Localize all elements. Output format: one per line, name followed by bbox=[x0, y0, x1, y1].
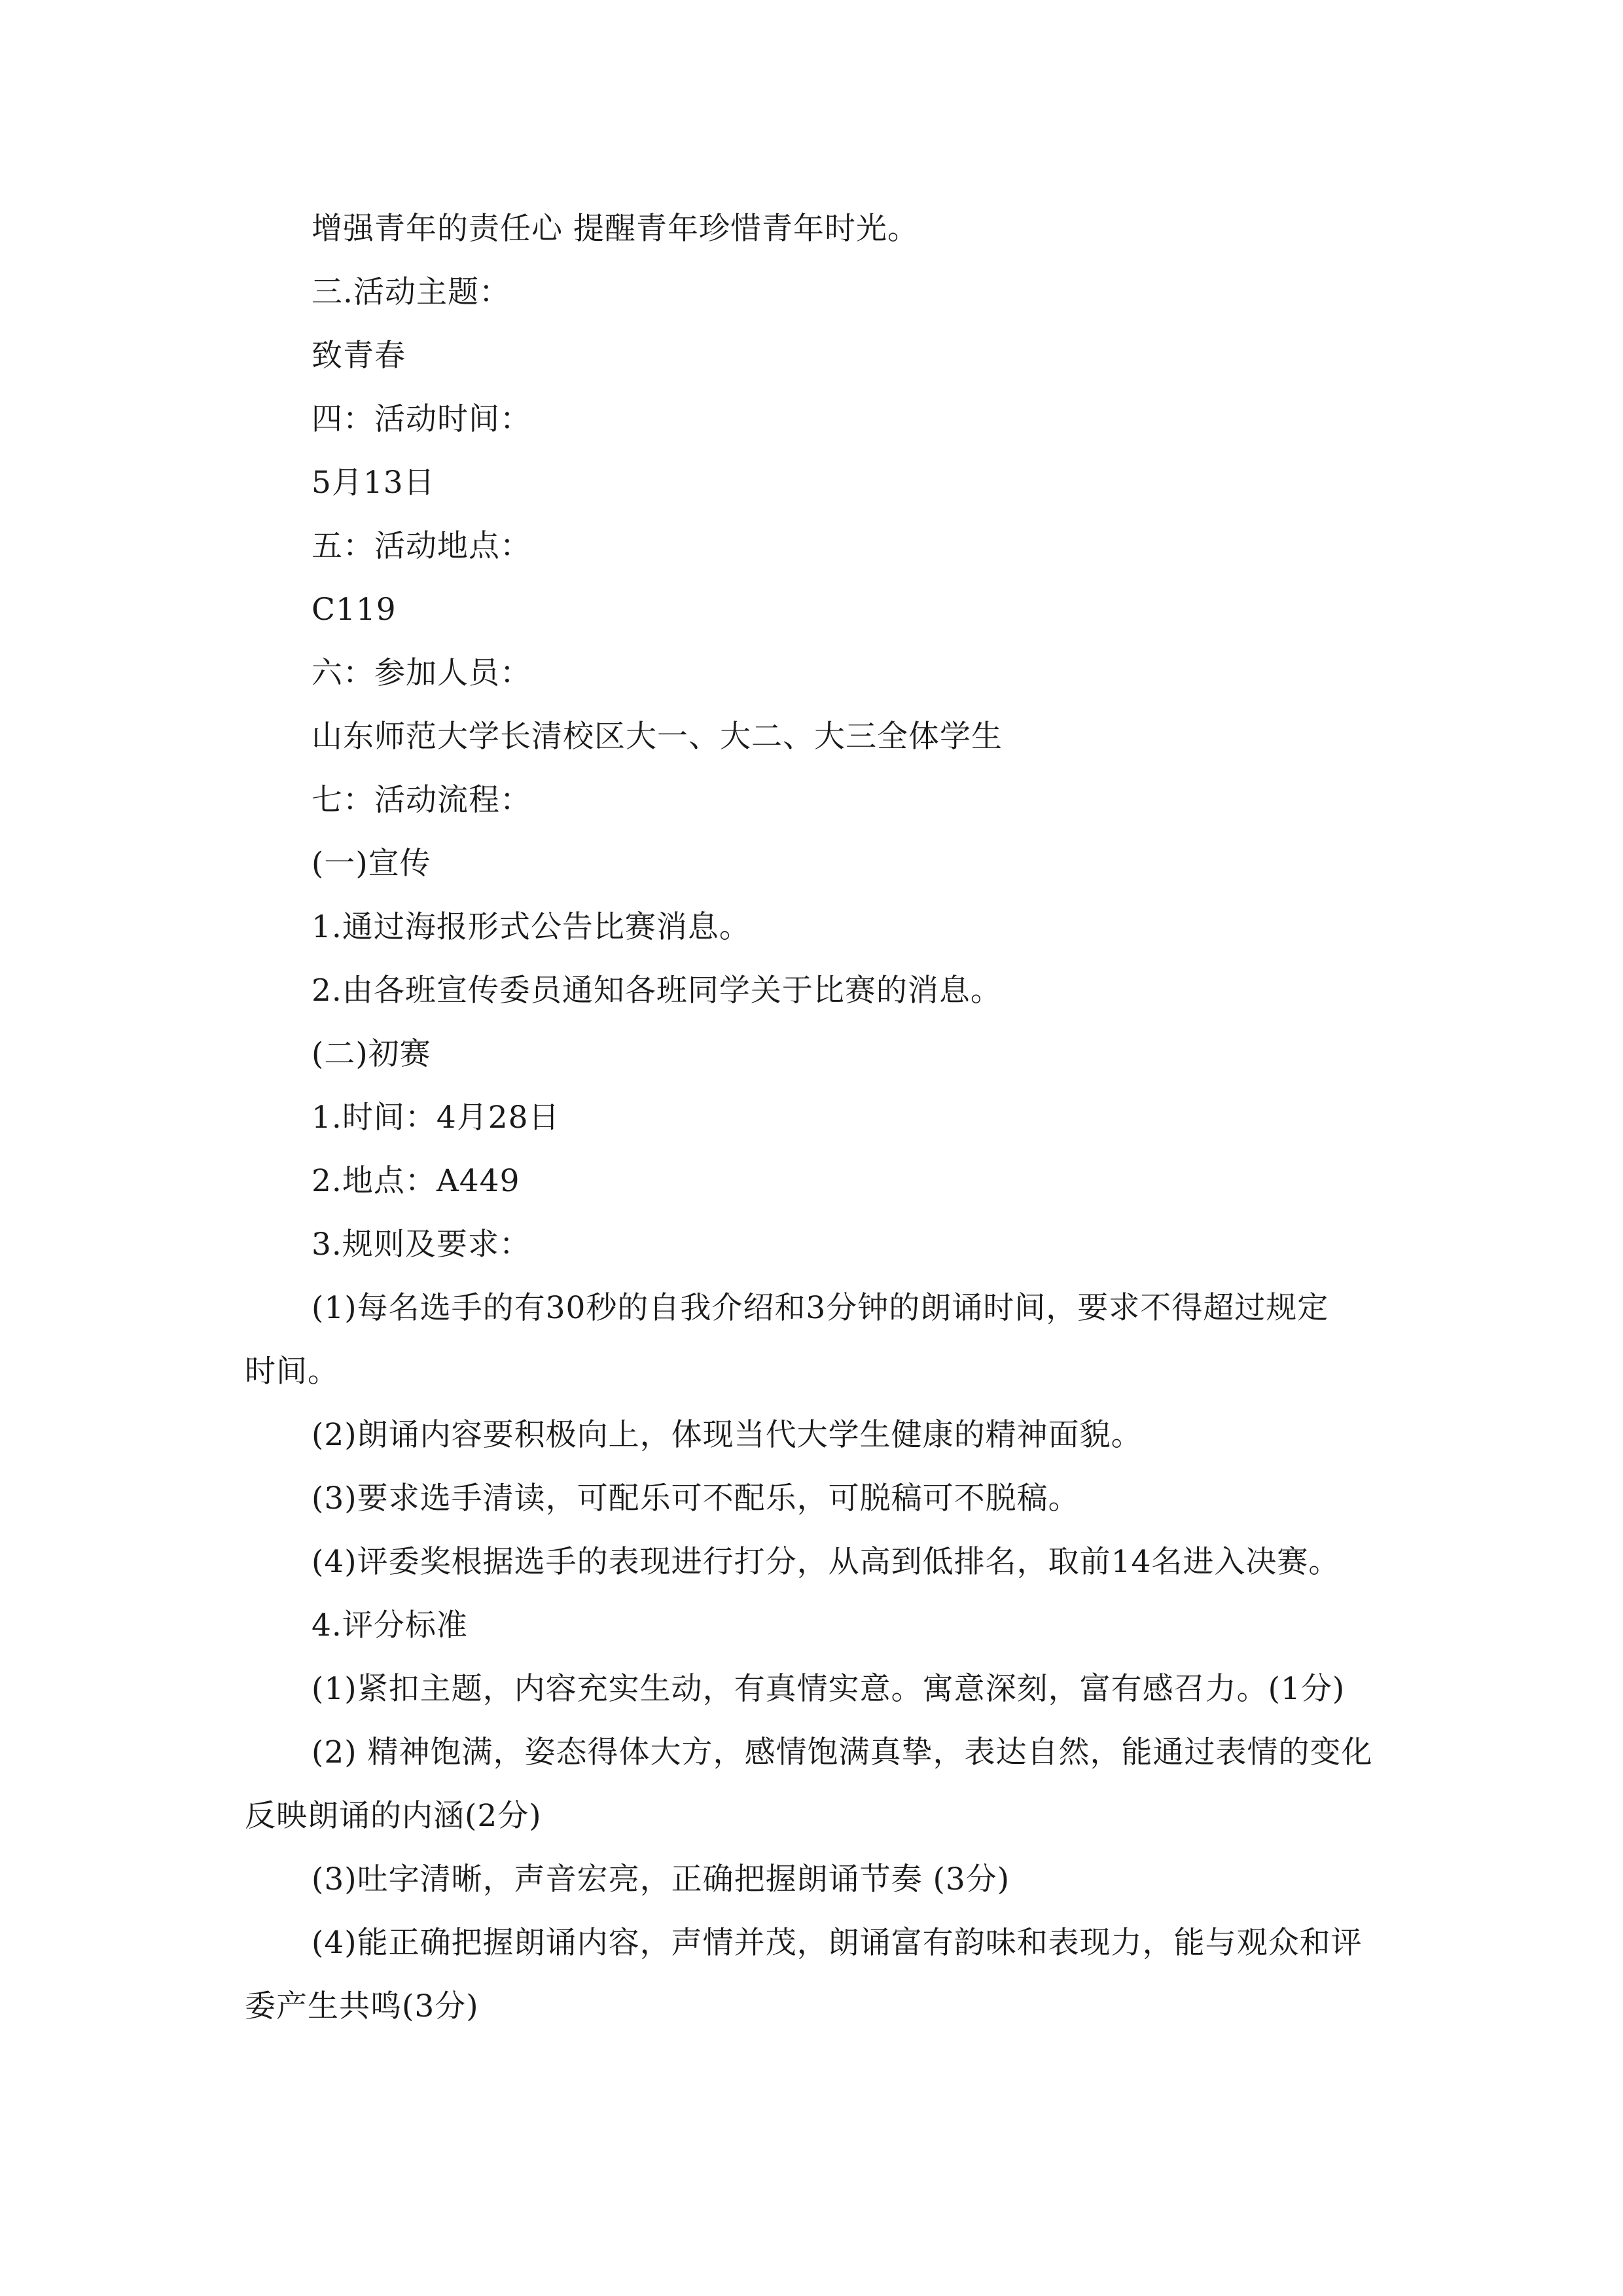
text-line: (1)紧扣主题，内容充实生动，有真情实意。寓意深刻，富有感召力。(1分) bbox=[312, 1671, 1346, 1707]
text-line: 5月13日 bbox=[312, 465, 435, 501]
text-line: C119 bbox=[312, 592, 397, 628]
text-line: (3)吐字清晰，声音宏亮，正确把握朗诵节奏 (3分) bbox=[312, 1861, 1010, 1897]
section-heading-time: 四：活动时间： bbox=[312, 401, 531, 437]
text-line-continuation: 委产生共鸣(3分) bbox=[245, 1988, 479, 2024]
text-line: 3.规则及要求： bbox=[312, 1227, 531, 1263]
text-line-continuation: 反映朗诵的内涵(2分) bbox=[245, 1798, 542, 1834]
text-line: 1.通过海报形式公告比赛消息。 bbox=[312, 909, 751, 945]
text-line: (2)朗诵内容要积极向上，体现当代大学生健康的精神面貌。 bbox=[312, 1417, 1143, 1453]
subsection-heading: 4.评分标准 bbox=[312, 1607, 468, 1643]
text-line: 山东师范大学长清校区大一、大二、大三全体学生 bbox=[312, 719, 1003, 755]
text-line: (4)评委奖根据选手的表现进行打分，从高到低排名，取前14名进入决赛。 bbox=[312, 1544, 1340, 1580]
text-line: 1.时间：4月28日 bbox=[312, 1100, 560, 1136]
text-line: 2.地点：A449 bbox=[312, 1163, 520, 1199]
text-line: 2.由各班宣传委员通知各班同学关于比赛的消息。 bbox=[312, 973, 1002, 1009]
subsection-heading: (二)初赛 bbox=[312, 1036, 431, 1072]
section-heading-participants: 六：参加人员： bbox=[312, 655, 531, 691]
subsection-heading: (一)宣传 bbox=[312, 846, 431, 882]
text-line: (2) 精神饱满，姿态得体大方，感情饱满真挚，表达自然，能通过表情的变化 bbox=[312, 1734, 1373, 1770]
section-heading-location: 五：活动地点： bbox=[312, 528, 531, 564]
text-line: (3)要求选手清读，可配乐可不配乐，可脱稿可不脱稿。 bbox=[312, 1480, 1080, 1516]
text-line: (4)能正确把握朗诵内容，声情并茂，朗诵富有韵味和表现力，能与观众和评 bbox=[312, 1925, 1363, 1961]
text-line: (1)每名选手的有30秒的自我介绍和3分钟的朗诵时间，要求不得超过规定 bbox=[312, 1290, 1329, 1326]
text-line-continuation: 时间。 bbox=[245, 1354, 339, 1390]
section-heading-theme: 三.活动主题： bbox=[312, 274, 510, 310]
text-line: 增强青年的责任心 提醒青年珍惜青年时光。 bbox=[312, 211, 919, 247]
section-heading-process: 七：活动流程： bbox=[312, 782, 531, 818]
text-line: 致青春 bbox=[312, 338, 406, 374]
